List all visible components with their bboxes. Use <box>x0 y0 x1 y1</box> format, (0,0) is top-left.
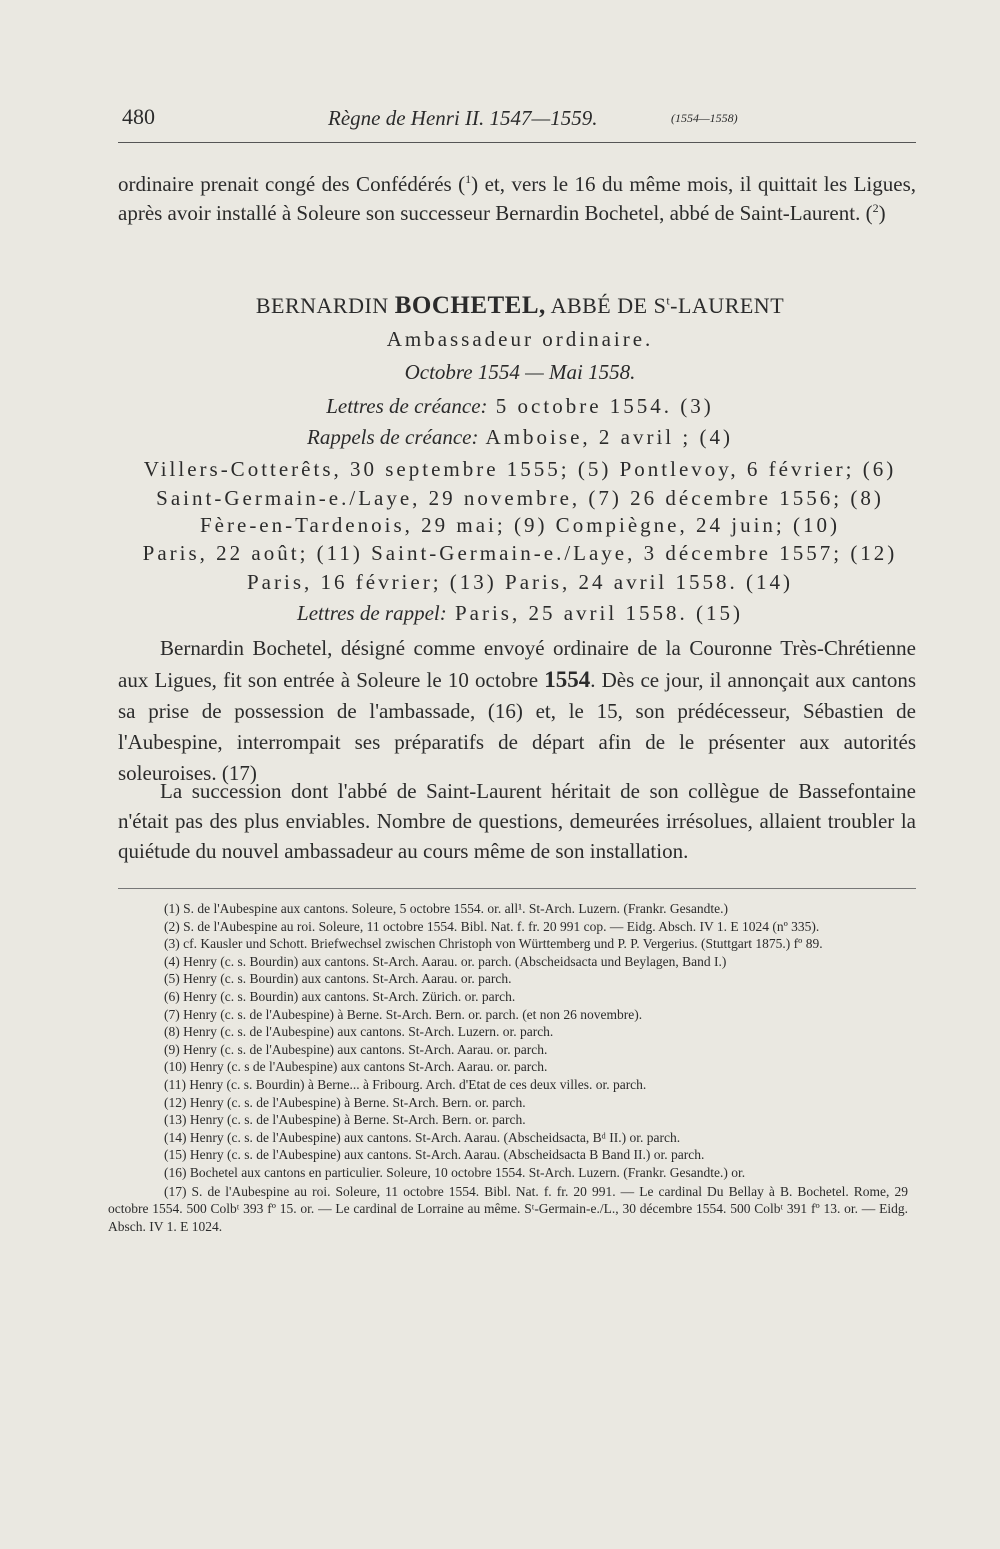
section-dates: Octobre 1554 — Mai 1558. <box>404 360 636 384</box>
footnote: (6) Henry (c. s. Bourdin) aux cantons. St-Arch. Zürich. or. parch. <box>164 988 516 1004</box>
footnote: (7) Henry (c. s. de l'Aubespine) à Berne. St-Arch. Bern. or. parch. (et non 26 novembre). <box>164 1006 643 1022</box>
footnote: (13) Henry (c. s. de l'Aubespine) à Berne. St-Arch. Bern. or. parch. <box>164 1112 526 1128</box>
footnote: (15) Henry (c. s. de l'Aubespine) aux cantons. St-Arch. Aarau. (Abscheidsacta B Band II.) or. parch. <box>164 1147 705 1163</box>
footnote: (14) Henry (c. s. de l'Aubespine) aux cantons. St-Arch. Aarau. (Abscheidsacta, Bᵈ II.) or. parch. <box>164 1129 681 1145</box>
body-paragraph: Bernardin Bochetel, désigné comme envoyé ordinaire de la Couronne Très-Chrétienne aux Ligues, fit son entrée à Soleure le 10 octobre 1554. Dès ce jour, il annonçait aux cantons sa prise de possession de l'ambassade, (16) et, le 15, son prédécesseur, Sébastien de l'Aubespine, interrompait ses préparatifs de départ afin de le présenter aux autorités soleuroises. (17) <box>118 636 916 785</box>
rappels-line: Paris, 16 février; (13) Paris, 24 avril 1558. (14) <box>247 570 793 594</box>
section-role: Ambassadeur ordinaire. <box>386 327 654 351</box>
rappels-line: Fère-en-Tardenois, 29 mai; (9) Compiègne, 24 juin; (10) <box>200 513 840 537</box>
footnote: (12) Henry (c. s. de l'Aubespine) à Berne. St-Arch. Bern. or. parch. <box>164 1094 526 1110</box>
section-title: BERNARDIN BOCHETEL, ABBÉ DE $S^t$-LAURENT <box>255 292 785 319</box>
footnote: (9) Henry (c. s. de l'Aubespine) aux cantons. St-Arch. Aarau. or. parch. <box>164 1041 548 1057</box>
rappels-de-creance: Rappels de créance: Amboise, 2 avril ; (4) <box>307 425 733 449</box>
running-title: Règne de Henri II. 1547—1559. <box>328 106 598 130</box>
footnote-ref: 2 <box>872 201 879 215</box>
footnote-rule <box>118 888 916 889</box>
footnote: (11) Henry (c. s. Bourdin) à Berne... à Fribourg. Arch. d'Etat de ces deux villes. or. parch. <box>164 1076 647 1092</box>
footnote: (3) cf. Kausler und Schott. Briefwechsel zwischen Christoph von Württemberg und P. P. Vergerius. (Stuttgart 1875.) fº 89. <box>164 936 823 952</box>
footnote: (2) S. de l'Aubespine au roi. Soleure, 11 octobre 1554. Bibl. Nat. f. fr. 20 991 cop. — Eidg. Absch. IV 1. E 1024 (nº 335). <box>164 918 820 934</box>
footnote: (17) S. de l'Aubespine au roi. Soleure, 11 octobre 1554. Bibl. Nat. f. fr. 20 991. — Le cardinal Du Bellay à B. Bochetel. Rome, 29 octobre 1554. 500 Colbᵗ 393 fº 15. or. — Le cardinal de Lorraine au même. Sᵗ-Germain-e./L., 30 décembre 1554. 500 Colbᵗ 391 fº 13. or. — Eidg. Absch. IV 1. E 1024. <box>108 1183 908 1234</box>
lettres-de-creance: Lettres de créance: 5 octobre 1554. (3) <box>326 394 714 418</box>
lettres-de-rappel: Lettres de rappel: Paris, 25 avril 1558. (15) <box>297 601 743 625</box>
footnote-ref: 1 <box>465 172 472 186</box>
page-header <box>118 100 918 136</box>
footnote: (10) Henry (c. s de l'Aubespine) aux cantons St-Arch. Aarau. or. parch. <box>164 1059 548 1075</box>
footnote: (8) Henry (c. s. de l'Aubespine) aux cantons. St-Arch. Luzern. or. parch. <box>164 1024 554 1040</box>
body-paragraph: La succession dont l'abbé de Saint-Laurent héritait de son collègue de Bassefontaine n'était pas des plus enviables. Nombre de questions, demeurées irrésolues, allaient troubler la quiétude du nouvel ambassadeur au cours même de son installation. <box>118 779 916 863</box>
footnote: (16) Bochetel aux cantons en particulier. Soleure, 10 octobre 1554. St-Arch. Luzern. (Frankr. Gesandte.) or. <box>164 1164 746 1180</box>
header-rule <box>118 142 916 143</box>
intro-paragraph: ordinaire prenait congé des Confédérés ($^1$) et, vers le 16 du même mois, il quittait les Ligues, après avoir installé à Soleure son successeur Bernardin Bochetel, abbé de Saint-Laurent. ($^2$) <box>118 172 916 225</box>
rappels-line: Paris, 22 août; (11) Saint-Germain-e./Laye, 3 décembre 1557; (12) <box>142 541 898 565</box>
footnotes <box>108 900 908 1235</box>
page-number: 480 <box>122 104 155 129</box>
running-dates: (1554—1558) <box>671 111 738 125</box>
footnote: (4) Henry (c. s. Bourdin) aux cantons. St-Arch. Aarau. or. parch. (Abscheidsacta und Beylagen, Band I.) <box>164 953 727 969</box>
rappels-line: Saint-Germain-e./Laye, 29 novembre, (7) 26 décembre 1556; (8) <box>156 486 884 510</box>
rappels-line: Villers-Cotterêts, 30 septembre 1555; (5) Pontlevoy, 6 février; (6) <box>143 457 897 481</box>
footnote: (5) Henry (c. s. Bourdin) aux cantons. St-Arch. Aarau. or. parch. <box>164 971 512 987</box>
footnote: (1) S. de l'Aubespine aux cantons. Soleure, 5 octobre 1554. or. all¹. St-Arch. Luzern. (Frankr. Gesandte.) <box>164 901 728 916</box>
